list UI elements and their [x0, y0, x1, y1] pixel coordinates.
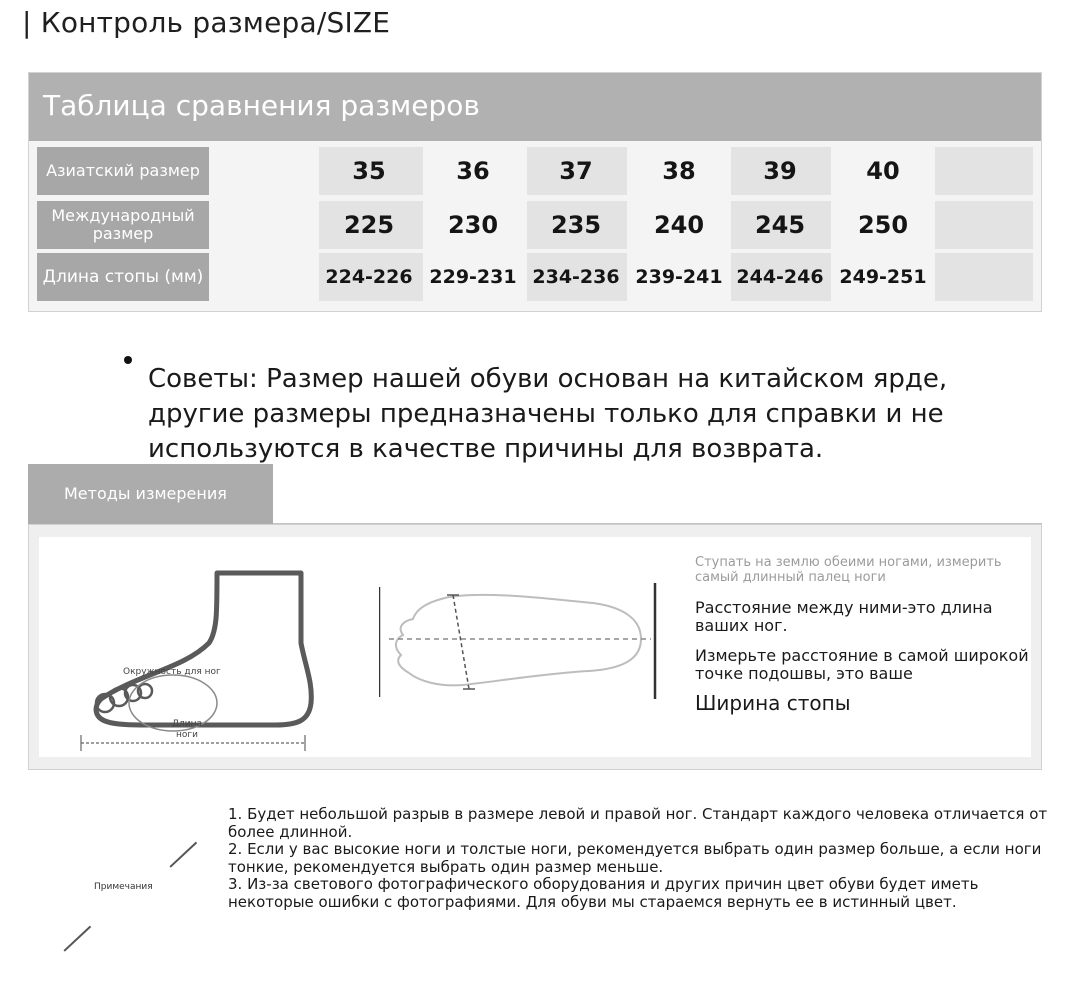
table-cell: 40: [866, 157, 900, 185]
page-title: | Контроль размера/SIZE: [22, 6, 391, 39]
instruction-width: Измерьте расстояние в самой широкой точке подошвы, это ваше: [695, 646, 1029, 683]
bullet-icon: [124, 356, 132, 364]
notes-list: [228, 806, 1048, 911]
notes-label: Примечания: [94, 882, 153, 892]
table-cell: 249-251: [839, 266, 927, 288]
instruction-length: Расстояние между ними-это длина ваших ног.: [695, 598, 993, 635]
table-cell: 229-231: [429, 266, 517, 288]
foot-sole-illustration-icon: [379, 577, 679, 707]
note-item: 1. Будет небольшой разрыв в размере левой и правой ног. Стандарт каждого человека отличается от более длинной.: [228, 805, 1048, 841]
table-cell: 240: [653, 211, 705, 239]
table-cell: 36: [456, 157, 490, 185]
methods-panel: [28, 524, 1042, 770]
table-cell: 225: [343, 211, 395, 239]
note-item: 3. Из-за светового фотографического оборудования и других причин цвет обуви будет иметь некоторые ошибки с фотографиями. Для обуви мы стараемся вернуть ее в истинный цвет.: [228, 875, 979, 911]
table-cell: 244-246: [736, 266, 824, 288]
instruction-muted: Ступать на землю обеими ногами, измерить самый длинный палец ноги: [695, 555, 1002, 585]
table-cell: 245: [754, 211, 806, 239]
row-label-international-size: Международный размер: [37, 201, 209, 249]
tip-text: Советы: Размер нашей обуви основан на китайском ярде, другие размеры предназначены только для справки и не используются в качестве причины для возврата.: [148, 364, 948, 464]
table-row-asian-size: [37, 147, 1033, 195]
methods-inner: [39, 537, 1031, 757]
slash-decoration-icon: [63, 926, 90, 952]
instruction-width-title: Ширина стопы: [695, 691, 851, 715]
table-cell: 230: [447, 211, 499, 239]
table-row-international-size: [37, 201, 1033, 249]
size-table-title: Таблица сравнения размеров: [43, 89, 480, 122]
table-cell: 224-226: [325, 266, 413, 288]
size-comparison-table: [28, 72, 1042, 312]
row-label-foot-length: Длина стопы (мм): [37, 253, 209, 301]
methods-tab: [28, 464, 273, 524]
foot-length-label: Длина ноги: [171, 719, 203, 740]
methods-tab-label: Методы измерения: [64, 484, 227, 503]
table-row-foot-length: [37, 253, 1033, 301]
table-cell: 35: [352, 157, 386, 185]
table-cell: 235: [550, 211, 602, 239]
table-cell: 234-236: [532, 266, 620, 288]
note-item: 2. Если у вас высокие ноги и толстые ноги, рекомендуется выбрать один размер больше, а если ноги тонкие, рекомендуется выбрать один размер меньше.: [228, 840, 1042, 876]
table-cell: 250: [857, 211, 909, 239]
size-table-grid: [37, 147, 1033, 307]
slash-decoration-icon: [169, 842, 196, 868]
foot-girth-label: Окружность для ног: [123, 667, 221, 677]
row-label-asian-size: Азиатский размер: [37, 147, 209, 195]
table-cell: 239-241: [635, 266, 723, 288]
table-cell: 39: [763, 157, 797, 185]
size-table-header: [29, 73, 1041, 141]
table-cell: 38: [662, 157, 696, 185]
table-cell: 37: [559, 157, 593, 185]
